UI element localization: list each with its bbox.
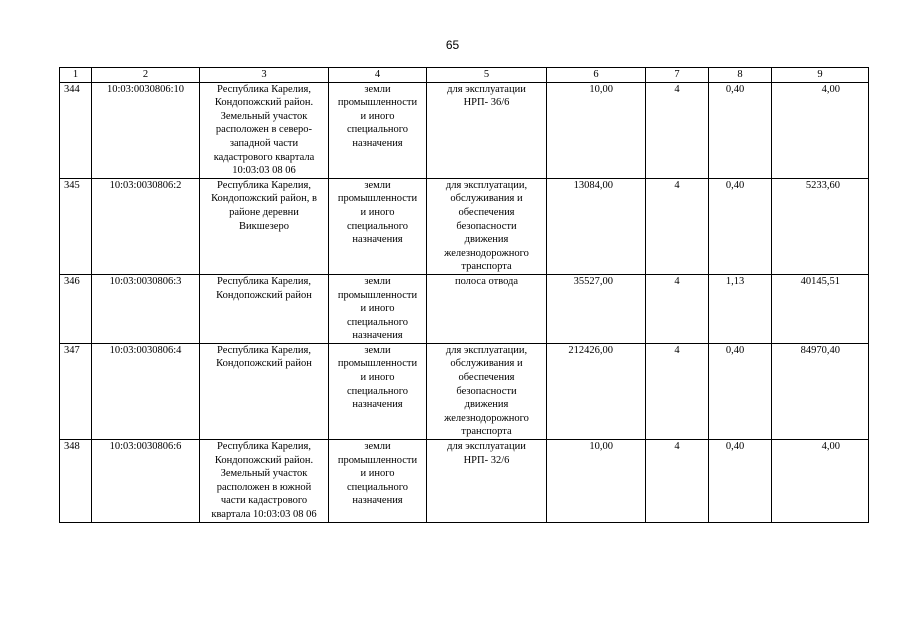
column-header: 1 <box>60 68 92 83</box>
table-header-row <box>60 68 869 83</box>
col8-cell: 0,40 <box>709 343 772 439</box>
location-cell: Республика Карелия, Кондопожский район <box>200 274 329 343</box>
table-row <box>60 343 869 439</box>
area-cell: 13084,00 <box>547 178 646 274</box>
land-category-cell: земли промышленности и иного специального назначения <box>329 343 427 439</box>
table-row <box>60 274 869 343</box>
land-category-cell: земли промышленности и иного специального назначения <box>329 178 427 274</box>
permitted-use-cell: для эксплуатации НРП- 36/6 <box>427 82 547 178</box>
col8-cell: 1,13 <box>709 274 772 343</box>
location-cell: Республика Карелия, Кондопожский район. Земельный участок расположен в южной части кадастрового квартала 10:03:03 08 06 <box>200 440 329 523</box>
permitted-use-cell: для эксплуатации, обслуживания и обеспечения безопасности движения железнодорожного транспорта <box>427 178 547 274</box>
table-row <box>60 440 869 523</box>
col7-cell: 4 <box>646 343 709 439</box>
permitted-use-cell: полоса отвода <box>427 274 547 343</box>
land-category-cell: земли промышленности и иного специального назначения <box>329 274 427 343</box>
location-cell: Республика Карелия, Кондопожский район <box>200 343 329 439</box>
col8-cell: 0,40 <box>709 82 772 178</box>
location-cell: Республика Карелия, Кондопожский район, в районе деревни Викшезеро <box>200 178 329 274</box>
col9-cell: 4,00 <box>772 440 869 523</box>
column-header: 7 <box>646 68 709 83</box>
col8-cell: 0,40 <box>709 178 772 274</box>
area-cell: 10,00 <box>547 440 646 523</box>
col7-cell: 4 <box>646 178 709 274</box>
area-cell: 35527,00 <box>547 274 646 343</box>
column-header: 6 <box>547 68 646 83</box>
cadastral-number: 10:03:0030806:4 <box>92 343 200 439</box>
land-category-cell: земли промышленности и иного специального назначения <box>329 440 427 523</box>
cadastral-number: 10:03:0030806:3 <box>92 274 200 343</box>
land-category-cell: земли промышленности и иного специального назначения <box>329 82 427 178</box>
cadastral-number: 10:03:0030806:2 <box>92 178 200 274</box>
area-cell: 212426,00 <box>547 343 646 439</box>
row-number: 348 <box>60 440 92 523</box>
column-header: 5 <box>427 68 547 83</box>
row-number: 346 <box>60 274 92 343</box>
col9-cell: 84970,40 <box>772 343 869 439</box>
area-cell: 10,00 <box>547 82 646 178</box>
col7-cell: 4 <box>646 440 709 523</box>
column-header: 2 <box>92 68 200 83</box>
col8-cell: 0,40 <box>709 440 772 523</box>
row-number: 344 <box>60 82 92 178</box>
column-header: 8 <box>709 68 772 83</box>
page-number: 65 <box>445 38 460 52</box>
col7-cell: 4 <box>646 274 709 343</box>
row-number: 345 <box>60 178 92 274</box>
cadastral-number: 10:03:0030806:10 <box>92 82 200 178</box>
col9-cell: 40145,51 <box>772 274 869 343</box>
location-cell: Республика Карелия, Кондопожский район. Земельный участок расположен в северо- западной части кадастрового квартала 10:03:03 08 06 <box>200 82 329 178</box>
land-plots-table <box>59 67 869 523</box>
col9-cell: 5233,60 <box>772 178 869 274</box>
cadastral-number: 10:03:0030806:6 <box>92 440 200 523</box>
permitted-use-cell: для эксплуатации НРП- 32/6 <box>427 440 547 523</box>
column-header: 3 <box>200 68 329 83</box>
table-row <box>60 178 869 274</box>
col7-cell: 4 <box>646 82 709 178</box>
row-number: 347 <box>60 343 92 439</box>
table-row <box>60 82 869 178</box>
column-header: 4 <box>329 68 427 83</box>
col9-cell: 4,00 <box>772 82 869 178</box>
permitted-use-cell: для эксплуатации, обслуживания и обеспечения безопасности движения железнодорожного транспорта <box>427 343 547 439</box>
column-header: 9 <box>772 68 869 83</box>
